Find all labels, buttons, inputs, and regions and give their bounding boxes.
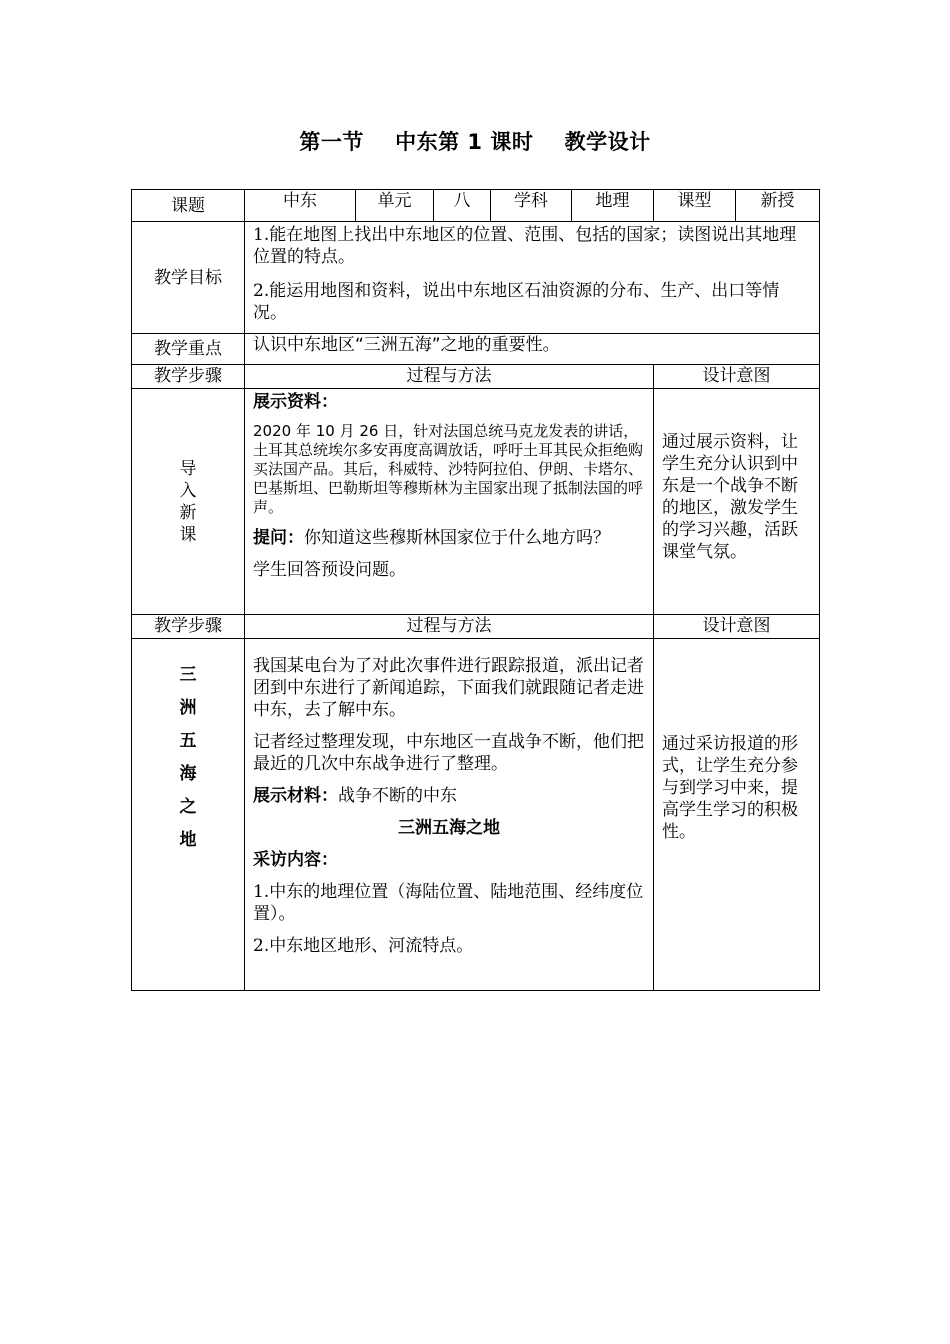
page-title: 第一节 中东第 1 课时 教学设计 bbox=[299, 130, 651, 154]
objectives-content bbox=[245, 222, 820, 334]
material-text: 2020 年 10 月 26 日，针对法国总统马克龙发表的讲话，土耳其总统埃尔多安再度高调放话，呼吁土耳其民众拒绝购买法国产品。其后，科威特、沙特阿拉伯、伊朗、卡塔尔、巴基斯坦、巴勒斯坦等穆斯林为主国家出现了抵制法国的呼声。 bbox=[253, 422, 644, 516]
section2-step-label: 三 洲 五 海 之 地 bbox=[132, 639, 245, 991]
section2-intent: 通过采访报道的形式，让学生充分参与到学习中来，提高学生学习的积极性。 bbox=[654, 639, 820, 991]
steps-header-intent-2: 设计意图 bbox=[654, 615, 820, 639]
intro-intent: 通过展示资料，让学生充分认识到中东是一个战争不断的地区，激发学生的学习兴趣，活跃课堂气氛。 bbox=[654, 389, 820, 615]
objectives-row bbox=[132, 222, 820, 334]
steps-header-process: 过程与方法 bbox=[245, 365, 654, 389]
interview-item-1: 1.中东的地理位置（海陆位置、陆地范围、经纬度位置）。 bbox=[253, 882, 644, 924]
type-value: 新授 bbox=[736, 190, 820, 222]
section2-material: 展示材料：战争不断的中东 bbox=[253, 786, 457, 806]
intro-step-label: 导 入 新 课 bbox=[132, 389, 245, 615]
subject-value: 地理 bbox=[572, 190, 654, 222]
question: 提问：你知道这些穆斯林国家位于什么地方吗？ bbox=[253, 528, 610, 548]
section2-process bbox=[245, 639, 654, 991]
objective-item-1: 1.能在地图上找出中东地区的位置、范围、包括的国家；读图说出其地理位置的特点。 bbox=[253, 225, 797, 267]
subject-label: 学科 bbox=[491, 190, 572, 222]
key-point-text: 认识中东地区“三洲五海”之地的重要性。 bbox=[245, 334, 820, 365]
key-point-row bbox=[132, 334, 820, 365]
steps-header-step-2: 教学步骤 bbox=[132, 615, 245, 639]
material-heading: 展示资料： bbox=[253, 392, 338, 412]
intro-row bbox=[132, 389, 820, 615]
steps-header-row bbox=[132, 365, 820, 389]
objectives-label: 教学目标 bbox=[132, 222, 245, 334]
lesson-plan-table bbox=[131, 189, 820, 991]
interview-item-2: 2.中东地区地形、河流特点。 bbox=[253, 936, 474, 956]
steps-header-step: 教学步骤 bbox=[132, 365, 245, 389]
section2-para1: 我国某电台为了对此次事件进行跟踪报道，派出记者团到中东进行了新闻追踪，下面我们就跟随记者走进中东，去了解中东。 bbox=[253, 656, 644, 720]
section2-subtitle: 三洲五海之地 bbox=[398, 818, 500, 838]
steps-header-row-2 bbox=[132, 615, 820, 639]
header-row bbox=[132, 190, 820, 222]
section2-row bbox=[132, 639, 820, 991]
steps-header-process-2: 过程与方法 bbox=[245, 615, 654, 639]
key-point-label: 教学重点 bbox=[132, 334, 245, 365]
section2-para2: 记者经过整理发现，中东地区一直战争不断，他们把最近的几次中东战争进行了整理。 bbox=[253, 732, 644, 774]
intro-process bbox=[245, 389, 654, 615]
objective-item-2: 2.能运用地图和资料，说出中东地区石油资源的分布、生产、出口等情况。 bbox=[253, 281, 780, 323]
topic-value: 中东 bbox=[245, 190, 356, 222]
unit-value: 八 bbox=[434, 190, 491, 222]
type-label: 课型 bbox=[654, 190, 736, 222]
unit-label: 单元 bbox=[356, 190, 434, 222]
interview-label: 采访内容： bbox=[253, 850, 338, 870]
topic-label: 课题 bbox=[132, 190, 245, 222]
steps-header-intent: 设计意图 bbox=[654, 365, 820, 389]
answer-text: 学生回答预设问题。 bbox=[253, 560, 406, 580]
